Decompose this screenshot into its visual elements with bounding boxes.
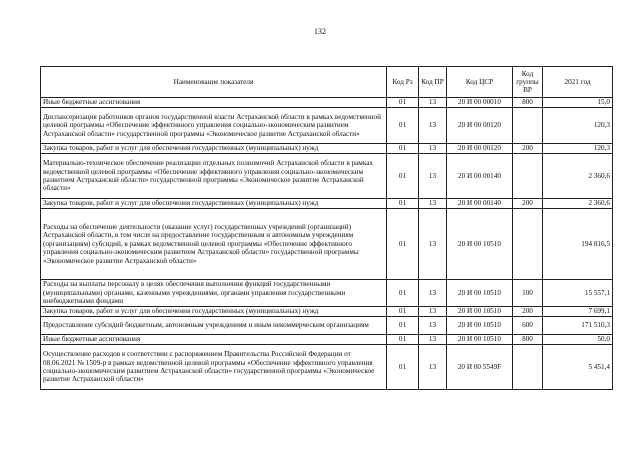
header-year: 2021 год bbox=[543, 67, 613, 98]
row-vr bbox=[513, 108, 543, 144]
row-pr: 13 bbox=[419, 335, 447, 345]
row-name: Предоставление субсидий бюджетным, автономным учреждениям и иным некоммерческим организациям bbox=[41, 317, 387, 335]
header-pr: Код ПР bbox=[419, 67, 447, 98]
row-vr: 200 bbox=[513, 307, 543, 317]
row-pr: 13 bbox=[419, 307, 447, 317]
table-row bbox=[41, 345, 613, 390]
row-csr: 20 И 00 10510 bbox=[447, 209, 513, 280]
row-rz: 01 bbox=[387, 199, 419, 209]
row-pr: 13 bbox=[419, 199, 447, 209]
row-name: Иные бюджетные ассигнования bbox=[41, 335, 387, 345]
row-name: Закупка товаров, работ и услуг для обеспечения государственных (муниципальных) нужд bbox=[41, 307, 387, 317]
row-rz: 01 bbox=[387, 345, 419, 390]
row-vr bbox=[513, 154, 543, 199]
row-csr: 20 И 00 00140 bbox=[447, 154, 513, 199]
row-amount: 194 816,5 bbox=[543, 209, 613, 280]
row-vr: 800 bbox=[513, 98, 543, 108]
header-name: Наименование показателя bbox=[41, 67, 387, 98]
row-csr: 20 И 00 5549F bbox=[447, 345, 513, 390]
table-row bbox=[41, 317, 613, 335]
budget-table bbox=[40, 66, 613, 390]
row-name: Материально-техническое обеспечение реализации отдельных полномочий Астраханской области в рамках ведомственной целевой программы «Обеспечение эффективного управления социально-экономическим развитием Астраханской области» государственной программы «Экономическое развитие Астраханской области» bbox=[41, 154, 387, 199]
row-csr: 20 И 00 00120 bbox=[447, 144, 513, 154]
row-name: Иные бюджетные ассигнования bbox=[41, 98, 387, 108]
row-rz: 01 bbox=[387, 154, 419, 199]
table-row bbox=[41, 335, 613, 345]
row-vr: 600 bbox=[513, 317, 543, 335]
row-pr: 13 bbox=[419, 209, 447, 280]
header-rz: Код Рз bbox=[387, 67, 419, 98]
row-amount: 5 451,4 bbox=[543, 345, 613, 390]
row-name: Расходы на обеспечение деятельности (оказание услуг) государственных учреждений (организаций) Астраханской области, в том числе на предоставление государственным и автономным учреждениям (организациям) субсидий, в рамках ведомственной целевой программы «Обеспечение эффективного управления социально-экономическим развитием Астраханской области» государственной программы «Экономическое развитие Астраханской области» bbox=[41, 209, 387, 280]
table-row bbox=[41, 307, 613, 317]
row-name: Закупка товаров, работ и услуг для обеспечения государственных (муниципальных) нужд bbox=[41, 144, 387, 154]
row-pr: 13 bbox=[419, 154, 447, 199]
row-rz: 01 bbox=[387, 335, 419, 345]
table-row bbox=[41, 199, 613, 209]
row-csr: 20 И 00 00120 bbox=[447, 108, 513, 144]
row-rz: 01 bbox=[387, 307, 419, 317]
row-amount: 15 557,1 bbox=[543, 280, 613, 307]
row-rz: 01 bbox=[387, 280, 419, 307]
row-amount: 120,3 bbox=[543, 144, 613, 154]
row-rz: 01 bbox=[387, 209, 419, 280]
table-row bbox=[41, 209, 613, 280]
row-amount: 50,0 bbox=[543, 335, 613, 345]
row-csr: 20 И 00 10510 bbox=[447, 335, 513, 345]
row-vr: 100 bbox=[513, 280, 543, 307]
table-header-row bbox=[41, 67, 613, 98]
row-amount: 171 510,3 bbox=[543, 317, 613, 335]
row-pr: 13 bbox=[419, 98, 447, 108]
row-rz: 01 bbox=[387, 108, 419, 144]
row-amount: 120,3 bbox=[543, 108, 613, 144]
row-amount: 7 699,1 bbox=[543, 307, 613, 317]
row-rz: 01 bbox=[387, 317, 419, 335]
row-pr: 13 bbox=[419, 108, 447, 144]
row-csr: 20 И 00 10510 bbox=[447, 307, 513, 317]
row-amount: 15,0 bbox=[543, 98, 613, 108]
row-name: Закупка товаров, работ и услуг для обеспечения государственных (муниципальных) нужд bbox=[41, 199, 387, 209]
table-row bbox=[41, 280, 613, 307]
table-row bbox=[41, 98, 613, 108]
row-name: Диспансеризация работников органов государственной власти Астраханской области в рамках ведомственной целевой программы «Обеспечение эффективного управления социально-экономическим развитием Астраханской области» государственной программы «Экономическое развитие Астраханской области» bbox=[41, 108, 387, 144]
row-rz: 01 bbox=[387, 98, 419, 108]
table-row bbox=[41, 144, 613, 154]
row-csr: 20 И 00 10510 bbox=[447, 317, 513, 335]
row-csr: 20 И 00 10510 bbox=[447, 280, 513, 307]
page-number: 132 bbox=[314, 27, 326, 36]
row-rz: 01 bbox=[387, 144, 419, 154]
header-vr: Код группы ВР bbox=[513, 67, 543, 98]
row-pr: 13 bbox=[419, 317, 447, 335]
row-name: Осуществление расходов в соответствии с распоряжением Правительства Российской Федерации от 08.06.2021 № 1509-р в рамках ведомственной целевой программы «Обеспечение эффективного управления социально-экономическим развитием Астраханской области» государственной программы «Экономическое развитие Астраханской области» bbox=[41, 345, 387, 390]
table-row bbox=[41, 154, 613, 199]
row-pr: 13 bbox=[419, 280, 447, 307]
row-name: Расходы на выплаты персоналу в целях обеспечения выполнения функций государственными (муниципальными) органами, казенными учреждениями, органами управления государственными внебюджетными фондами bbox=[41, 280, 387, 307]
row-vr: 800 bbox=[513, 335, 543, 345]
header-csr: Код ЦСР bbox=[447, 67, 513, 98]
row-csr: 20 И 00 00140 bbox=[447, 199, 513, 209]
row-vr: 200 bbox=[513, 144, 543, 154]
row-csr: 20 И 00 00010 bbox=[447, 98, 513, 108]
row-pr: 13 bbox=[419, 144, 447, 154]
table-row bbox=[41, 108, 613, 144]
row-amount: 2 360,6 bbox=[543, 199, 613, 209]
row-vr: 200 bbox=[513, 199, 543, 209]
row-amount: 2 360,6 bbox=[543, 154, 613, 199]
row-vr bbox=[513, 345, 543, 390]
row-vr bbox=[513, 209, 543, 280]
row-pr: 13 bbox=[419, 345, 447, 390]
